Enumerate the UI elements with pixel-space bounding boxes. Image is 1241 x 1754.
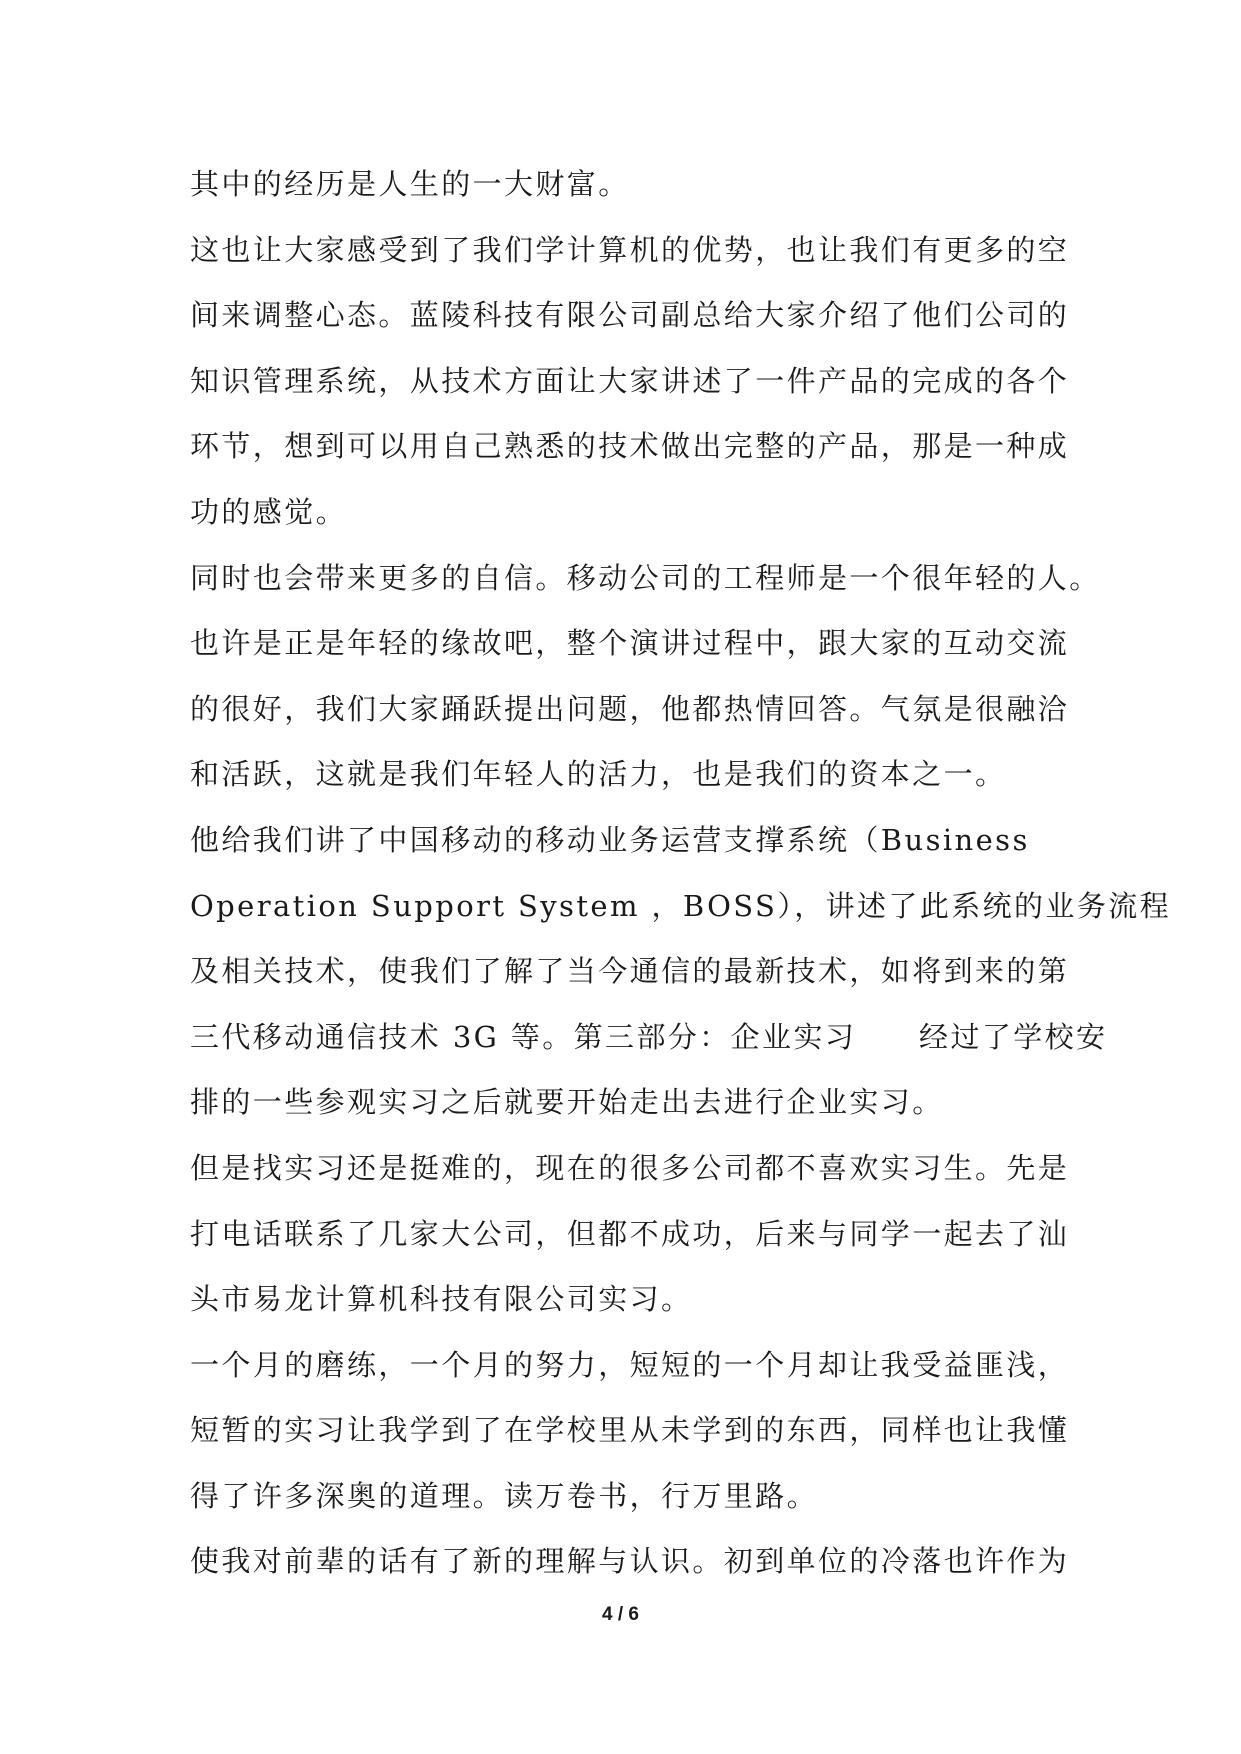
text-line: 和活跃，这就是我们年轻人的活力，也是我们的资本之一。 — [190, 757, 1007, 792]
text-line: 间来调整心态。蓝陵科技有限公司副总给大家介绍了他们公司的 — [190, 298, 1070, 333]
text-line: 打电话联系了几家大公司，但都不成功，后来与同学一起去了汕 — [190, 1216, 1070, 1251]
text-line: 功的感觉。 — [190, 494, 348, 529]
text-line: 知识管理系统，从技术方面让大家讲述了一件产品的完成的各个 — [190, 363, 1070, 398]
text-line: 的很好，我们大家踊跃提出问题，他都热情回答。气氛是很融洽 — [190, 691, 1070, 726]
text-line: 其中的经历是人生的一大财富。 — [190, 167, 630, 201]
text-line: 三代移动通信技术 3G 等。第三部分：企业实习 经过了学校安 — [190, 1019, 1108, 1054]
text-line: 得了许多深奥的道理。读万卷书，行万里路。 — [190, 1478, 819, 1513]
body-text — [190, 152, 1172, 1595]
text-line: 短暂的实习让我学到了在学校里从未学到的东西，同样也让我懂 — [190, 1413, 1070, 1448]
text-line: 这也让大家感受到了我们学计算机的优势，也让我们有更多的空 — [190, 232, 1070, 267]
text-line: 同时也会带来更多的自信。移动公司的工程师是一个很年轻的人。 — [190, 560, 1101, 595]
text-line: 一个月的磨练，一个月的努力，短短的一个月却让我受益匪浅， — [190, 1347, 1070, 1382]
page-number: 4 / 6 — [602, 1604, 639, 1625]
text-line: 也许是正是年轻的缘故吧，整个演讲过程中，跟大家的互动交流 — [190, 626, 1070, 661]
text-line: 但是找实习还是挺难的，现在的很多公司都不喜欢实习生。先是 — [190, 1150, 1070, 1185]
text-line: 环节，想到可以用自己熟悉的技术做出完整的产品，那是一种成 — [190, 429, 1070, 464]
text-line: 头市易龙计算机科技有限公司实习。 — [190, 1282, 693, 1317]
text-line: 排的一些参观实习之后就要开始走出去进行企业实习。 — [190, 1085, 944, 1120]
text-line: 及相关技术，使我们了解了当今通信的最新技术，如将到来的第 — [190, 954, 1070, 989]
text-line: 使我对前辈的话有了新的理解与认识。初到单位的冷落也许作为 — [190, 1544, 1070, 1579]
text-line: Operation Support System ，BOSS），讲述了此系统的业务流程 — [190, 888, 1172, 923]
text-line: 他给我们讲了中国移动的移动业务运营支撑系统（Business — [190, 822, 1030, 857]
